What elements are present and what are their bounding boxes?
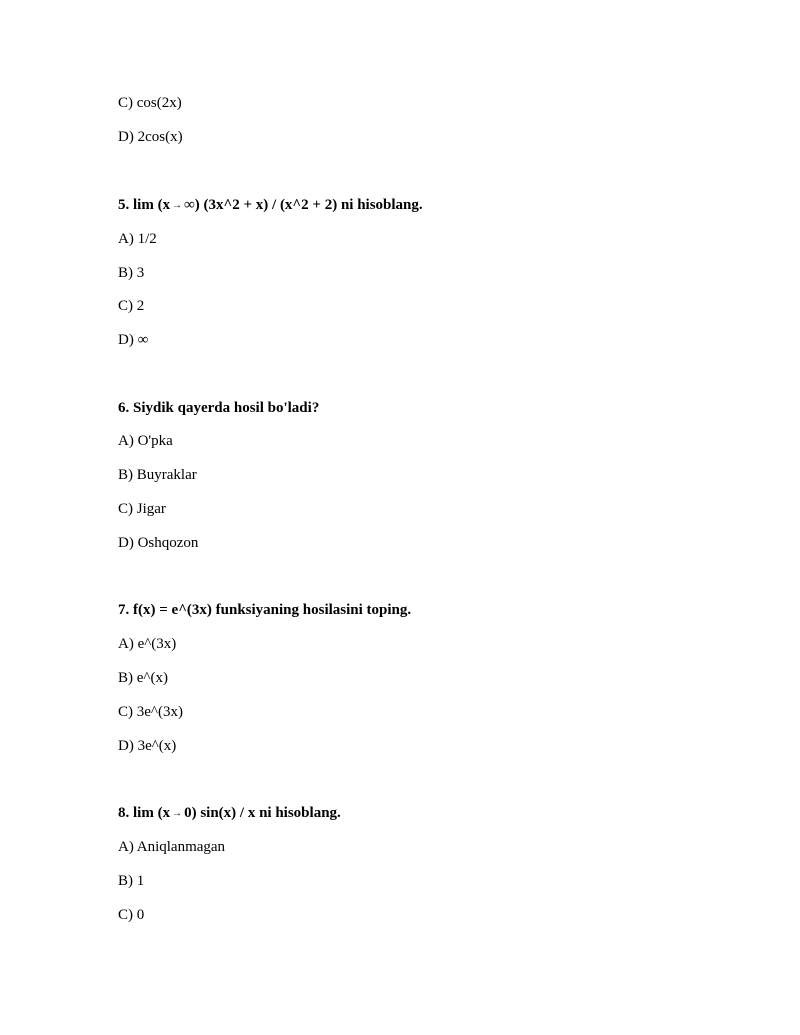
option-b-q8: B) 1 — [118, 873, 145, 889]
arrow-symbol: → — [172, 200, 183, 211]
option-b-q5: B) 3 — [118, 265, 145, 281]
option-c-q4: C) cos(2x) — [118, 95, 182, 111]
option-c-q6: C) Jigar — [118, 501, 166, 517]
option-c-q7: C) 3e^(3x) — [118, 704, 183, 720]
question-text: Siydik qayerda hosil bo'ladi? — [133, 400, 320, 416]
option-d-q6: D) Oshqozon — [118, 535, 199, 551]
option-c-q5: C) 2 — [118, 298, 145, 314]
question-8 — [118, 803, 341, 825]
option-d-q7: D) 3e^(x) — [118, 738, 177, 754]
question-5 — [118, 195, 423, 217]
question-number: 8. — [118, 805, 130, 821]
option-b-q7: B) e^(x) — [118, 670, 168, 686]
question-text-start: lim (x — [133, 197, 171, 213]
option-d-q4: D) 2cos(x) — [118, 129, 183, 145]
option-b-q6: B) Buyraklar — [118, 467, 197, 483]
question-text-start: lim (x — [133, 805, 171, 821]
question-text-end: 0) sin(x) / x ni hisoblang. — [184, 805, 341, 821]
question-text: f(x) = e^(3x) funksiyaning hosilasini toping. — [133, 602, 412, 618]
option-d-q5: D) ∞ — [118, 332, 149, 348]
question-6 — [118, 398, 319, 418]
option-c-q8: C) 0 — [118, 907, 145, 923]
question-7 — [118, 600, 411, 620]
question-number: 6. — [118, 400, 130, 416]
option-a-q8: A) Aniqlanmagan — [118, 839, 226, 855]
option-a-q5: A) 1/2 — [118, 231, 157, 247]
option-a-q6: A) O'pka — [118, 433, 173, 449]
question-text-end: ∞) (3x^2 + x) / (x^2 + 2) ni hisoblang. — [184, 197, 423, 213]
question-number: 5. — [118, 197, 130, 213]
question-number: 7. — [118, 602, 130, 618]
option-a-q7: A) e^(3x) — [118, 636, 177, 652]
arrow-symbol: → — [172, 808, 183, 819]
